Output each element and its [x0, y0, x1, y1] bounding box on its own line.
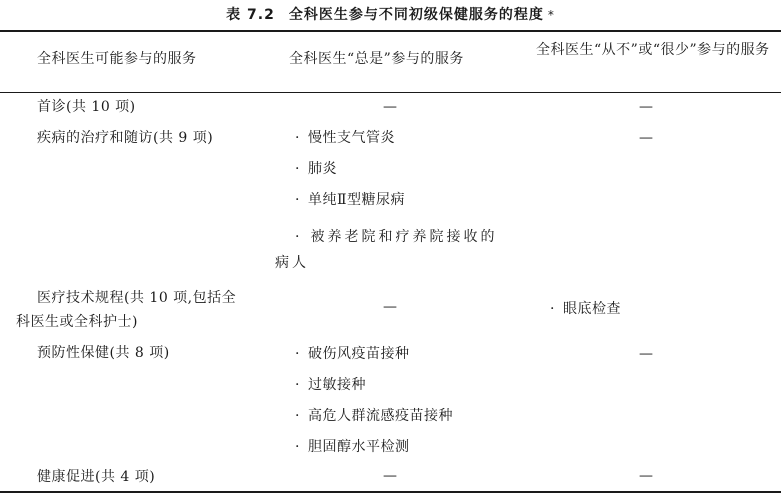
- never-dash: —: [639, 346, 654, 362]
- always-item: 胆固醇水平检测: [307, 439, 410, 455]
- bullet: ·: [295, 229, 303, 245]
- never-dash: —: [639, 99, 654, 115]
- caption-number: 表 7.2: [226, 7, 275, 23]
- top-rule: [0, 30, 781, 32]
- always-dash: —: [383, 468, 398, 484]
- list-item: [295, 127, 395, 149]
- table-caption: [0, 4, 781, 24]
- header-rule: [0, 92, 781, 93]
- list-item: [550, 298, 621, 320]
- bullet: ·: [295, 408, 300, 424]
- header-possible-services: 全科医生可能参与的服务: [37, 51, 197, 67]
- never-dash: —: [639, 468, 654, 484]
- always-dash: —: [383, 299, 398, 315]
- row-service: 疾病的治疗和随访(共 9 项): [37, 130, 214, 146]
- bullet: ·: [550, 301, 555, 317]
- header-never-services: 全科医生“从不”或“很少”参与的服务: [536, 42, 770, 58]
- list-item: [295, 189, 405, 211]
- always-item: 破伤风疫苗接种: [307, 346, 410, 362]
- row-service: 医疗技术规程(共 10 项,包括全科医生或全科护士): [16, 290, 237, 330]
- list-item: [295, 374, 366, 396]
- caption-mark: *: [547, 8, 555, 22]
- always-dash: —: [383, 99, 398, 115]
- bottom-rule: [0, 491, 781, 493]
- caption-title: 全科医生参与不同初级保健服务的程度: [288, 7, 544, 23]
- list-item: [295, 158, 337, 180]
- bullet: ·: [295, 439, 300, 455]
- always-item: 过敏接种: [307, 377, 366, 393]
- never-item: 眼底检查: [562, 301, 621, 317]
- bullet: ·: [295, 346, 300, 362]
- always-item: 慢性支气管炎: [307, 130, 395, 146]
- always-item: 被养老院和疗养院接收的病人: [275, 229, 498, 271]
- row-service: 首诊(共 10 项): [37, 99, 136, 115]
- bullet: ·: [295, 192, 300, 208]
- list-item: [295, 436, 409, 458]
- list-item: [295, 343, 409, 365]
- never-dash: —: [639, 130, 654, 146]
- bullet: ·: [295, 377, 300, 393]
- always-item: 单纯Ⅱ型糖尿病: [307, 192, 405, 208]
- always-item: 肺炎: [307, 161, 337, 177]
- row-service: 健康促进(共 4 项): [37, 469, 156, 485]
- list-item: [275, 224, 510, 276]
- bullet: ·: [295, 130, 300, 146]
- list-item: [295, 405, 453, 427]
- row-service: 预防性保健(共 8 项): [37, 345, 170, 361]
- always-item: 高危人群流感疫苗接种: [307, 408, 453, 424]
- bullet: ·: [295, 161, 300, 177]
- header-always-services: 全科医生“总是”参与的服务: [289, 51, 464, 67]
